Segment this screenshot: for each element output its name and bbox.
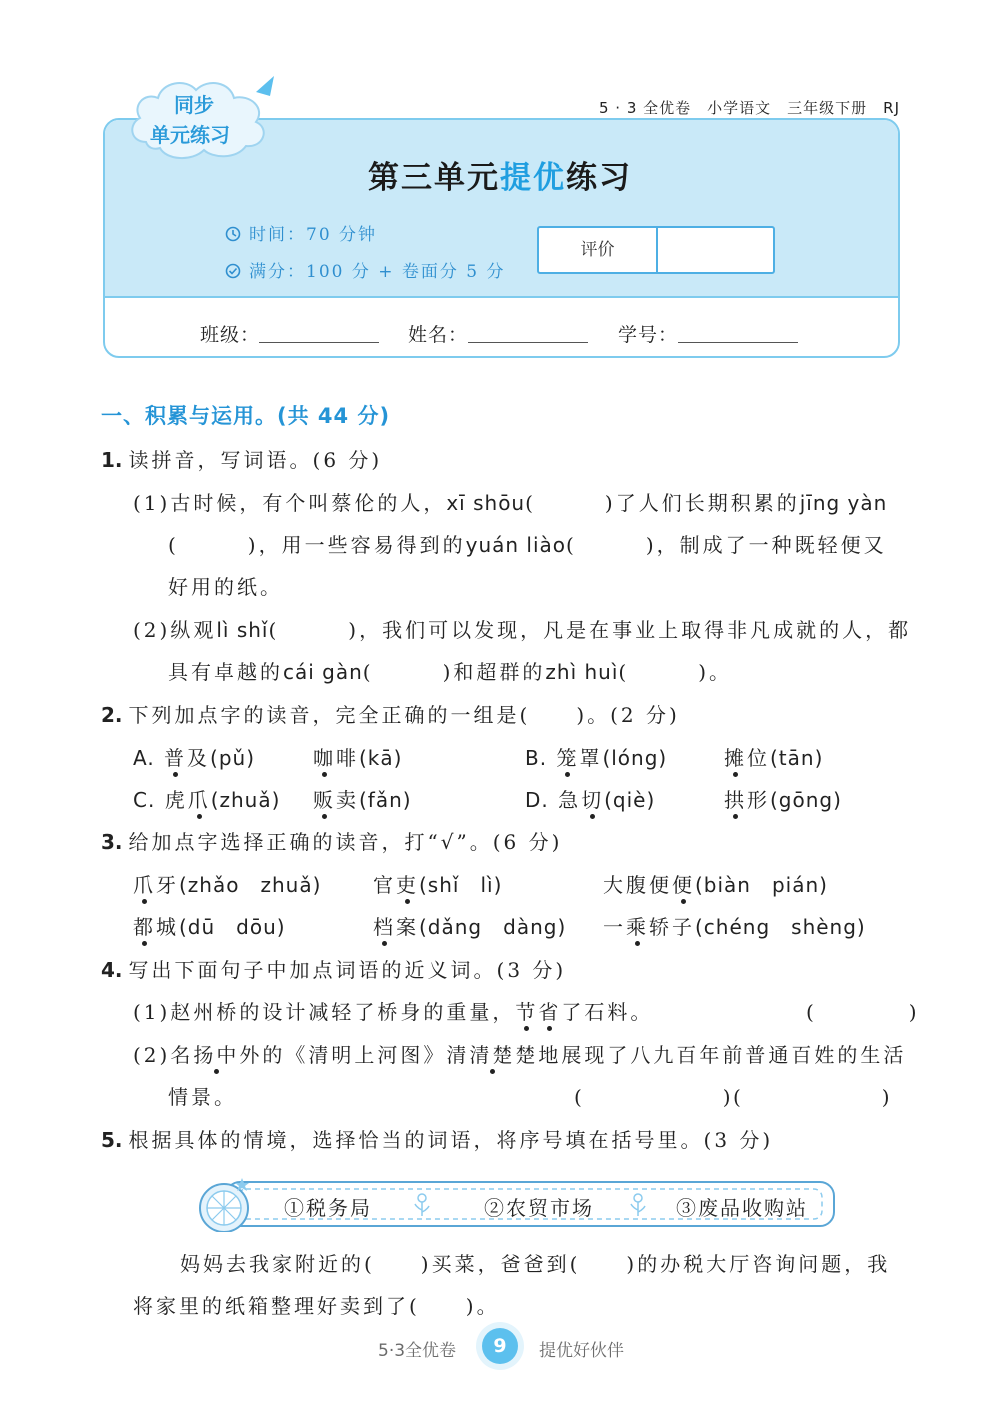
word-char: 案 bbox=[396, 915, 419, 939]
q4-sentence1 bbox=[133, 996, 653, 1025]
option-b[interactable] bbox=[525, 742, 667, 771]
evaluation-box bbox=[537, 226, 775, 274]
q3-item[interactable] bbox=[373, 911, 566, 940]
q1-line1 bbox=[133, 487, 887, 516]
question-4-stem bbox=[101, 954, 566, 983]
pinyin: (gōng) bbox=[770, 788, 842, 812]
dotted-char: 摊 bbox=[724, 746, 747, 770]
question-number: 3. bbox=[101, 830, 123, 854]
word-char: 牙 bbox=[156, 873, 179, 897]
name-field[interactable] bbox=[468, 342, 588, 343]
question-5-stem bbox=[101, 1124, 773, 1153]
footer-brand: 5·3全优卷 bbox=[378, 1341, 457, 1361]
q3-item[interactable] bbox=[603, 869, 828, 898]
sentence-text: 地展现了八九百年前普通百姓的生活 bbox=[538, 1043, 907, 1067]
evaluation-label: 评价 bbox=[539, 228, 658, 272]
answer-blank[interactable]: ( )了人们长期积累的 bbox=[525, 491, 800, 515]
option-a-word2 bbox=[313, 742, 402, 771]
word-option-3: ③废品收购站 bbox=[676, 1196, 808, 1220]
word-char: 轿子 bbox=[649, 915, 695, 939]
word-char: 大腹便 bbox=[603, 873, 672, 897]
dotted-char: 档 bbox=[373, 915, 396, 939]
pinyin-choices[interactable]: (shǐ lì) bbox=[419, 873, 503, 897]
q4-sentence2-cont: 情景。 bbox=[168, 1085, 237, 1109]
word-char: 位 bbox=[747, 746, 770, 770]
question-1-stem bbox=[101, 444, 382, 473]
question-text: 根据具体的情境，选择恰当的词语，将序号填在括号里。(3 分) bbox=[128, 1128, 774, 1152]
class-field[interactable] bbox=[259, 342, 379, 343]
word-char: 官 bbox=[373, 873, 396, 897]
sentence-text: 的《清明上河图》 bbox=[262, 1043, 447, 1067]
option-a[interactable] bbox=[133, 742, 255, 771]
option-c[interactable] bbox=[133, 784, 280, 813]
q5-paragraph-line2[interactable]: 将家里的纸箱整理好卖到了( )。 bbox=[133, 1294, 500, 1318]
option-d-word2 bbox=[724, 784, 842, 813]
question-2-stem bbox=[101, 699, 680, 728]
pinyin: (zhuǎ) bbox=[210, 788, 281, 812]
q1-text: (1)古时候，有个叫蔡伦的人， bbox=[133, 491, 447, 515]
word-char: 一 bbox=[603, 915, 626, 939]
pinyin: jīng yàn bbox=[799, 491, 888, 515]
pinyin-choices[interactable]: (chéng shèng) bbox=[695, 915, 866, 939]
series-info: 5 · 3 全优卷 小学语文 三年级下册 RJ bbox=[598, 99, 900, 117]
pinyin: (qiè) bbox=[604, 788, 656, 812]
dotted-char: 节 bbox=[515, 1000, 539, 1024]
q1-line5 bbox=[168, 656, 732, 685]
word-option-1: ①税务局 bbox=[284, 1196, 372, 1220]
section-title: 一、积累与运用。(共 44 分) bbox=[101, 404, 391, 428]
word-char: 啡 bbox=[336, 746, 359, 770]
answer-blank[interactable]: ( )，用一些容易得到的 bbox=[168, 533, 466, 557]
word-char: 罩 bbox=[579, 746, 603, 770]
pinyin: yuán liào bbox=[465, 533, 567, 557]
name-label: 姓名： bbox=[408, 324, 469, 346]
pinyin: zhì huì bbox=[545, 660, 619, 684]
title-part2: 练习 bbox=[566, 160, 632, 196]
title-highlight: 提优 bbox=[500, 160, 566, 196]
dotted-word: 清清楚楚 bbox=[446, 1043, 539, 1067]
question-3-stem bbox=[101, 826, 562, 855]
pinyin-choices[interactable]: (zhǎo zhuǎ) bbox=[179, 873, 322, 897]
word-char: 形 bbox=[747, 788, 770, 812]
q1-line4 bbox=[133, 614, 911, 643]
page-title bbox=[0, 152, 1000, 197]
q4-sentence2 bbox=[133, 1039, 906, 1068]
score-text: 满分：100 分 + 卷面分 5 分 bbox=[249, 262, 506, 282]
dotted-char: 贩 bbox=[313, 788, 336, 812]
pinyin: cái gàn bbox=[283, 660, 363, 684]
q3-item[interactable] bbox=[133, 869, 321, 898]
dotted-char: 切 bbox=[581, 788, 605, 812]
option-letter: D. bbox=[525, 788, 549, 812]
word-char: 及 bbox=[187, 746, 211, 770]
page-number: 9 bbox=[482, 1328, 518, 1364]
sentence-text: 了石料。 bbox=[561, 1000, 654, 1024]
q1-line3: 好用的纸。 bbox=[168, 575, 283, 599]
question-number: 5. bbox=[101, 1128, 123, 1152]
answer-blank[interactable]: ( )，我们可以发现，凡是在事业上取得非凡成就的人，都 bbox=[268, 618, 912, 642]
option-letter: A. bbox=[133, 746, 155, 770]
word-option-2: ②农贸市场 bbox=[484, 1196, 594, 1220]
pinyin: (lóng) bbox=[602, 746, 668, 770]
word-char: 急 bbox=[558, 788, 582, 812]
student-id-field[interactable] bbox=[678, 342, 798, 343]
dotted-word: 名扬中外 bbox=[170, 1043, 263, 1067]
q3-item[interactable] bbox=[373, 869, 502, 898]
option-d[interactable] bbox=[525, 784, 655, 813]
dotted-char: 普 bbox=[164, 746, 188, 770]
q3-item[interactable] bbox=[603, 911, 866, 940]
answer-blank[interactable]: ( ) bbox=[806, 1000, 920, 1024]
check-circle-icon bbox=[225, 263, 241, 279]
option-letter: C. bbox=[133, 788, 156, 812]
score-row bbox=[225, 257, 506, 282]
q1-text: 具有卓越的 bbox=[168, 660, 283, 684]
dotted-char: 咖 bbox=[313, 746, 336, 770]
pinyin: xī shōu bbox=[446, 491, 526, 515]
answer-blank[interactable]: ( )，制成了一种既轻便又 bbox=[566, 533, 887, 557]
dotted-char: 爪 bbox=[133, 873, 156, 897]
rocket-icon bbox=[256, 76, 274, 96]
pinyin: lì shǐ bbox=[216, 618, 269, 642]
time-text: 时间：70 分钟 bbox=[249, 225, 378, 245]
footer-slogan: 提优好伙伴 bbox=[539, 1341, 624, 1361]
word-char: 卖 bbox=[336, 788, 359, 812]
answer-blank[interactable]: ( )。 bbox=[618, 660, 733, 684]
question-number: 4. bbox=[101, 958, 123, 982]
badge-line1: 同步 bbox=[174, 93, 214, 117]
pinyin: (tān) bbox=[770, 746, 824, 770]
q1-line2 bbox=[168, 529, 887, 558]
title-part1: 第三单元 bbox=[368, 160, 500, 196]
unit-practice-badge bbox=[126, 72, 286, 164]
pinyin: (kā) bbox=[359, 746, 403, 770]
lemon-slice-icon bbox=[200, 1184, 248, 1232]
q5-paragraph-line1[interactable]: 妈妈去我家附近的( )买菜，爸爸到( )的办税大厅咨询问题，我 bbox=[180, 1252, 891, 1276]
question-number: 2. bbox=[101, 703, 123, 727]
answer-blank[interactable]: ( ) bbox=[574, 1085, 734, 1109]
q3-item[interactable] bbox=[133, 911, 286, 940]
question-text: 给加点字选择正确的读音，打“√”。(6 分) bbox=[128, 830, 563, 854]
dotted-char: 笼 bbox=[556, 746, 580, 770]
option-b-word2 bbox=[724, 742, 823, 771]
option-letter: B. bbox=[525, 746, 548, 770]
pinyin: (pǔ) bbox=[210, 746, 256, 770]
dotted-char: 便 bbox=[672, 873, 695, 897]
dotted-char: 吏 bbox=[396, 873, 419, 897]
answer-blank[interactable]: ( ) bbox=[733, 1085, 893, 1109]
sentence-text: (2) bbox=[133, 1043, 171, 1067]
clock-icon bbox=[225, 226, 241, 242]
word-char: 城 bbox=[156, 915, 179, 939]
badge-line2: 单元练习 bbox=[150, 123, 230, 147]
class-label: 班级： bbox=[200, 324, 261, 346]
sentence-text: (1)赵州桥的设计减轻了桥身的重量， bbox=[133, 1000, 516, 1024]
dotted-char: 拱 bbox=[724, 788, 747, 812]
pinyin-choices[interactable]: (dǎng dàng) bbox=[419, 915, 567, 939]
word-char: 虎 bbox=[164, 788, 188, 812]
pinyin: (fǎn) bbox=[359, 788, 412, 812]
student-id-label: 学号： bbox=[618, 324, 679, 346]
question-text: 读拼音，写词语。(6 分) bbox=[128, 448, 383, 472]
dotted-char: 乘 bbox=[626, 915, 649, 939]
q1-text: (2)纵观 bbox=[133, 618, 217, 642]
option-c-word2 bbox=[313, 784, 412, 813]
time-row bbox=[225, 220, 377, 245]
dotted-char: 爪 bbox=[187, 788, 211, 812]
question-number: 1. bbox=[101, 448, 123, 472]
answer-blank[interactable]: ( )和超群的 bbox=[362, 660, 546, 684]
dotted-char: 都 bbox=[133, 915, 156, 939]
dotted-char: 省 bbox=[538, 1000, 562, 1024]
pinyin-choices[interactable]: (dū dōu) bbox=[179, 915, 286, 939]
question-text: 写出下面句子中加点词语的近义词。(3 分) bbox=[128, 958, 567, 982]
pinyin-choices[interactable]: (biàn pián) bbox=[695, 873, 828, 897]
question-text[interactable]: 下列加点字的读音，完全正确的一组是( )。(2 分) bbox=[128, 703, 680, 727]
